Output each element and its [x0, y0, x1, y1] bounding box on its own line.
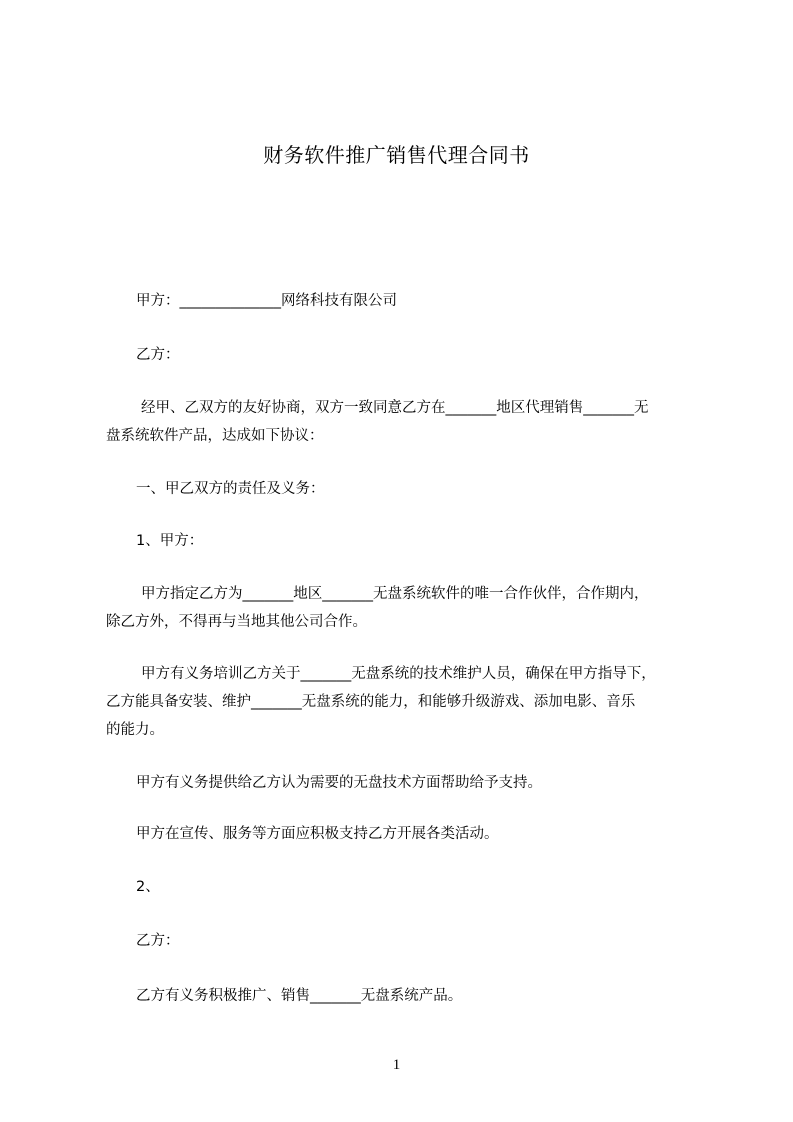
party-a-paragraph-1-line-1: 甲方指定乙方为_______地区_______无盘系统软件的唯一合作伙伴，合作期内，	[141, 586, 649, 602]
party-a-paragraph-3-text: 甲方有义务提供给乙方认为需要的无盘技术方面帮助给予支持。	[136, 775, 542, 791]
intro-line-2: 盘系统软件产品，达成如下协议：	[106, 428, 324, 444]
party-b-paragraph-1-text: 乙方有义务积极推广、销售_______无盘系统产品。	[136, 988, 463, 1004]
section-1-heading-text: 一、甲乙双方的责任及义务：	[136, 481, 325, 497]
party-a-text: 甲方：______________网络科技有限公司	[136, 293, 397, 309]
party-a-paragraph-2-line-3: 的能力。	[106, 722, 164, 738]
intro-line-1: 经甲、乙双方的友好协商，双方一致同意乙方在_______地区代理销售_______无	[141, 400, 649, 416]
item-2-party-text: 乙方：	[136, 933, 180, 949]
item-1-heading-text: 1、甲方：	[136, 533, 204, 549]
item-2-heading-text: 2、	[136, 879, 160, 895]
page-number: 1	[392, 1057, 401, 1073]
party-a-paragraph-1-line-2: 除乙方外，不得再与当地其他公司合作。	[106, 614, 367, 630]
party-a-paragraph-4-text: 甲方在宣传、服务等方面应积极支持乙方开展各类活动。	[136, 826, 499, 842]
party-a-paragraph-2-line-1: 甲方有义务培训乙方关于_______无盘系统的技术维护人员，确保在甲方指导下，	[141, 666, 656, 682]
party-a-paragraph-2-line-2: 乙方能具备安装、维护_______无盘系统的能力，和能够升级游戏、添加电影、音乐	[106, 694, 636, 710]
document-title: 财务软件推广销售代理合同书	[263, 143, 530, 167]
party-b-text: 乙方：	[136, 347, 180, 363]
